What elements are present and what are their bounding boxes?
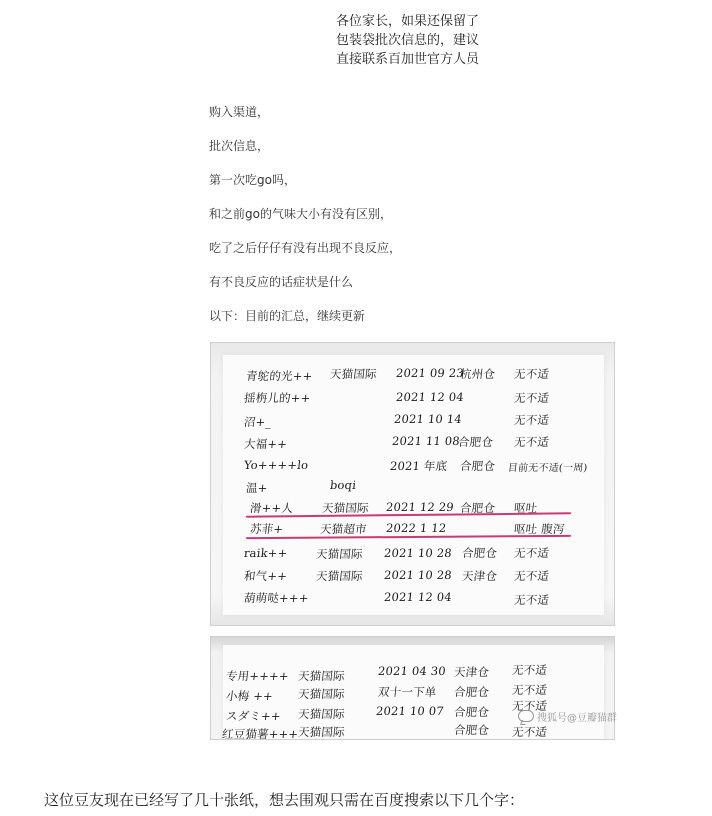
row-channel: 天猫国际: [321, 501, 370, 515]
body-paragraph: 这位豆友现在已经写了几十张纸，想去围观只需在百度搜索以下几个字：: [44, 791, 525, 809]
notice-line-1: 各位家长，如果还保留了: [336, 14, 480, 29]
row-name: 苏菲+: [249, 522, 284, 536]
row-warehouse: 天津仓: [461, 569, 498, 583]
question-item: 有不良反应的话症状是什么: [209, 275, 354, 289]
row-reaction: 无不适: [513, 391, 550, 405]
row-reaction: 无不适: [513, 593, 550, 607]
row-channel: boqi: [329, 478, 357, 492]
notice-block: [336, 12, 516, 69]
row-name: raik++: [243, 546, 289, 560]
row-date: 2021 10 14: [393, 412, 463, 426]
row-reaction: 无不适: [513, 569, 550, 583]
row-date: 2021 04 30: [377, 664, 447, 678]
notice-line-3: 直接联系百加世官方人员: [336, 52, 480, 67]
row-date: 2021 09 23: [395, 366, 465, 380]
row-name: 温+: [245, 481, 269, 495]
watermark-text: 搜狐号@豆瓣猫群: [537, 712, 617, 724]
row-reaction: 无不适: [511, 699, 548, 713]
row-date: 2022 1 12: [385, 521, 448, 535]
row-channel: 天猫国际: [329, 367, 378, 381]
row-date: 2021 年底: [389, 459, 449, 473]
row-name: 小梅 ++: [225, 689, 274, 703]
row-name: 揺栴儿的++: [243, 391, 312, 405]
row-warehouse: 合肥仓: [453, 723, 490, 737]
watermark: [518, 708, 617, 724]
row-warehouse: 天津仓: [453, 665, 490, 679]
row-channel: 天猫超市: [319, 522, 368, 536]
row-name: 和气++: [243, 569, 288, 583]
row-reaction: 无不适: [511, 683, 548, 697]
row-name: スダミ++: [225, 709, 282, 723]
notice-line-2: 包装袋批次信息的，建议: [336, 33, 480, 48]
row-warehouse: 合肥仓: [453, 705, 490, 719]
row-channel: 天猫国际: [297, 687, 346, 701]
row-channel: 天猫国际: [297, 725, 346, 739]
question-list: [209, 104, 401, 342]
row-reaction: 目前无不适(一周): [507, 463, 588, 474]
row-channel: 天猫国际: [297, 707, 346, 721]
row-date: 2021 12 29: [385, 500, 455, 514]
row-date: 2021 12 04: [383, 590, 453, 604]
row-name: 葫萌哒+++: [243, 591, 310, 605]
row-name: 滑++人: [249, 501, 294, 515]
row-warehouse: 杭州仓: [459, 367, 496, 381]
row-warehouse: 合肥仓: [459, 459, 496, 473]
question-item: 批次信息，: [209, 139, 270, 153]
row-reaction: 无不适: [513, 435, 550, 449]
row-reaction: 无不适: [513, 413, 550, 427]
row-name: 红豆猫薯+++: [221, 727, 300, 741]
row-date: 2021 12 04: [395, 390, 465, 404]
row-date: 双十一下单: [377, 685, 438, 699]
row-channel: 天猫国际: [315, 569, 364, 583]
row-reaction: 无不适: [513, 367, 550, 381]
row-date: 2021 10 28: [383, 546, 453, 560]
row-name: Yo++++lo: [243, 458, 310, 472]
row-reaction: 呕吐 腹泻: [513, 522, 566, 536]
row-warehouse: 合肥仓: [461, 546, 498, 560]
row-reaction: 无不适: [511, 725, 548, 739]
row-reaction: 无不适: [513, 546, 550, 560]
row-date: 2021 11 08: [391, 434, 461, 448]
row-channel: 天猫国际: [315, 547, 364, 561]
row-warehouse: 合肥仓: [453, 685, 490, 699]
row-name: 沼+_: [243, 415, 273, 429]
row-date: 2021 10 07: [375, 704, 445, 718]
row-warehouse: 合肥仓: [459, 501, 496, 515]
row-channel: 天猫国际: [297, 669, 346, 683]
row-name: 青鸵的光++: [245, 369, 314, 383]
question-item: 购入渠道，: [209, 105, 270, 119]
question-item: 吃了之后仔仔有没有出现不良反应，: [209, 241, 402, 255]
row-reaction: 无不适: [511, 663, 548, 677]
row-date: 2021 10 28: [383, 568, 453, 582]
question-item: 和之前go的气味大小有没有区别，: [209, 207, 392, 221]
row-name: 大福++: [243, 437, 288, 451]
row-reaction: 呕吐: [513, 501, 539, 515]
row-name: 专用++++: [225, 669, 290, 683]
question-item: 第一次吃go吗，: [209, 173, 296, 187]
chat-bubble-icon: [518, 710, 534, 722]
question-item: 以下：目前的汇总，继续更新: [209, 309, 366, 323]
row-warehouse: 合肥仓: [457, 435, 494, 449]
